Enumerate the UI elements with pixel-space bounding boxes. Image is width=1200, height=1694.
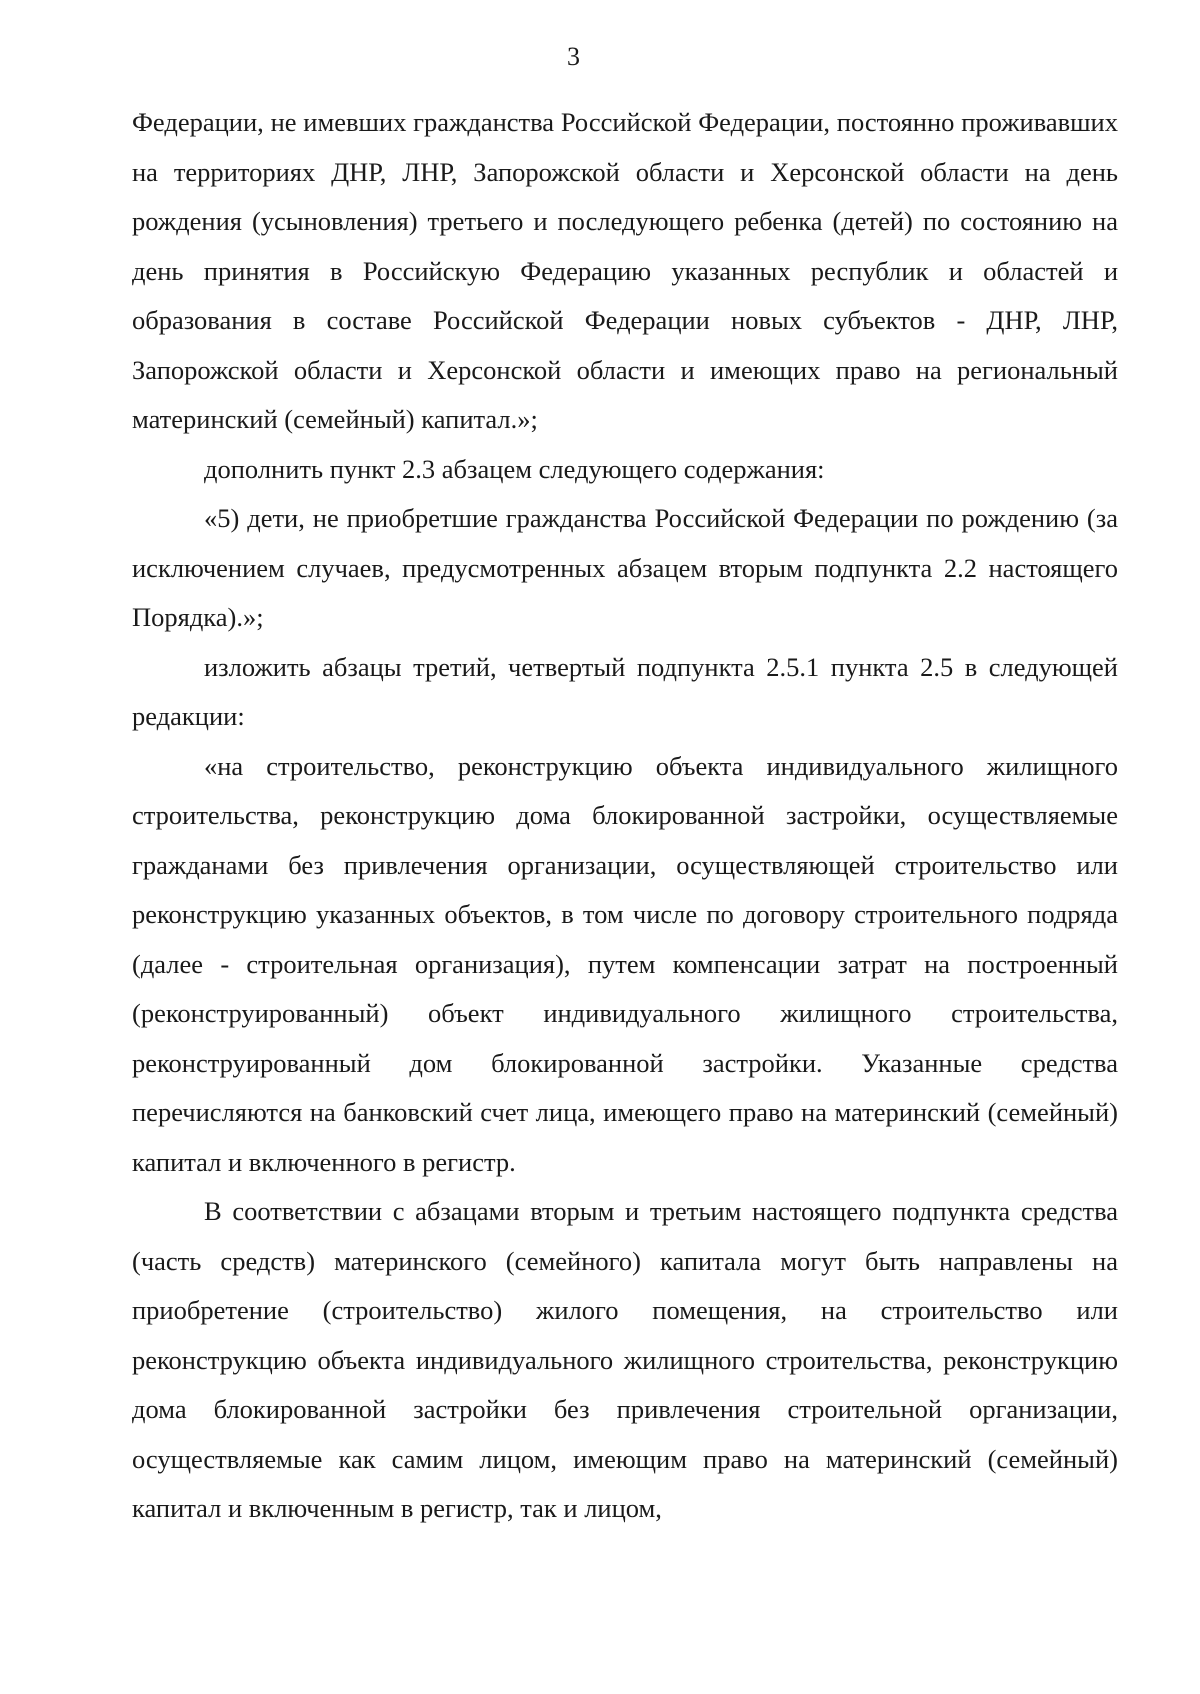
paragraph-funds-direction: В соответствии с абзацами вторым и третьим настоящего подпункта средства (часть средств) материнского (семейного) капитала могут быть направлены на приобретение (строительство) жилого помещения, на строительство или реконструкцию объекта индивидуального жилищного строительства, реконструкцию дома блокированной застройки без привлечения строительной организации, осуществляемые как самим лицом, имеющим право на материнский (семейный) капитал и включенным в регистр, так и лицом, <box>132 1196 1118 1523</box>
paragraph-children-citizenship: «5) дети, не приобретшие гражданства Российской Федерации по рождению (за исключением случаев, предусмотренных абзацем вторым подпункта 2.2 настоящего Порядка).»; <box>132 503 1118 632</box>
paragraph-amend-point-2-3: дополнить пункт 2.3 абзацем следующего содержания: <box>204 453 825 484</box>
paragraph-amend-subpoint-2-5-1: изложить абзацы третий, четвертый подпункта 2.5.1 пункта 2.5 в следующей редакции: <box>132 651 1118 731</box>
paragraph-continuation: Федерации, не имевших гражданства Российской Федерации, постоянно проживавших на территориях ДНР, ЛНР, Запорожской области и Херсонской области на день рождения (усыновления) третьего и последующего ребенка (детей) по состоянию на день принятия в Российскую Федерацию указанных республик и областей и образования в составе Российской Федерации новых субъектов - ДНР, ЛНР, Запорожской области и Херсонской области и имеющих право на региональный материнский (семейный) капитал.»; <box>132 107 1118 434</box>
document-body <box>132 98 1118 1534</box>
page-number: 3 <box>567 42 580 71</box>
paragraph-construction-compensation: «на строительство, реконструкцию объекта индивидуального жилищного строительства, реконструкцию дома блокированной застройки, осуществляемые гражданами без привлечения организации, осуществляющей строительство или реконструкцию указанных объектов, в том числе по договору строительного подряда (далее - строительная организация), путем компенсации затрат на построенный (реконструированный) объект индивидуального жилищного строительства, реконструированный дом блокированной застройки. Указанные средства перечисляются на банковский счет лица, имеющего право на материнский (семейный) капитал и включенного в регистр. <box>132 750 1118 1177</box>
